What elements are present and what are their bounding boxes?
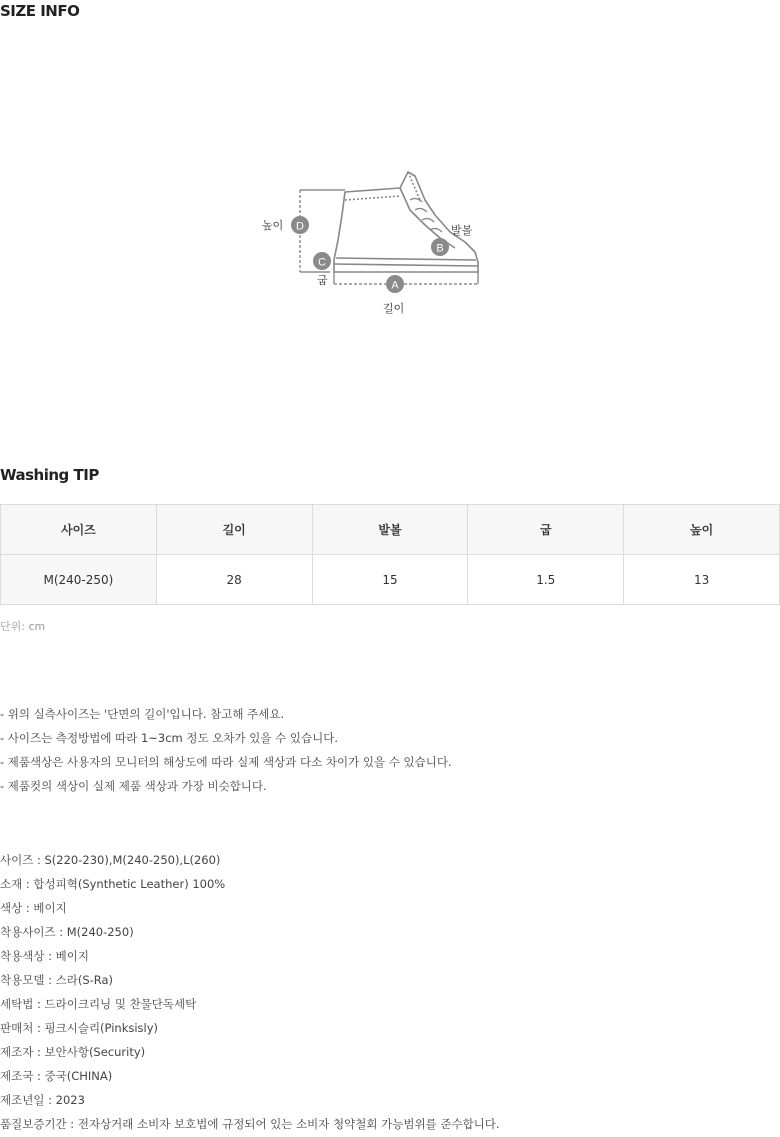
cell-heel: 1.5 — [468, 555, 624, 605]
washing-tip-title: Washing TIP — [0, 466, 99, 484]
spec-item: 제조자 : 보안사항(Security) — [0, 1045, 146, 1059]
table-header-row — [1, 505, 780, 555]
height-label: 높이 — [262, 219, 284, 232]
cell-length: 28 — [156, 555, 312, 605]
length-guide — [334, 272, 478, 284]
spec-item: 소재 : 합성피혁(Synthetic Leather) 100% — [0, 877, 226, 891]
spec-item: 색상 : 베이지 — [0, 901, 67, 915]
cell-ball: 15 — [312, 555, 468, 605]
cell-size: M(240-250) — [1, 555, 157, 605]
header-heel: 굽 — [468, 505, 624, 555]
spec-item: 착용모델 : 스라(S-Ra) — [0, 973, 114, 987]
spec-item: 세탁법 : 드라이크리닝 및 찬물단독세탁 — [0, 997, 197, 1011]
spec-item: 제조국 : 중국(CHINA) — [0, 1069, 113, 1083]
header-size: 사이즈 — [1, 505, 157, 555]
note-item: - 위의 실측사이즈는 '단면의 길이'입니다. 참고해 주세요. — [0, 707, 285, 721]
marker-a-letter: A — [391, 279, 399, 292]
note-item: - 사이즈는 측정방법에 따라 1~3cm 정도 오차가 있을 수 있습니다. — [0, 731, 339, 745]
spec-item: 제조년일 : 2023 — [0, 1093, 85, 1107]
note-item: - 제품색상은 사용자의 모니터의 해상도에 따라 실제 색상과 다소 차이가 있을 수 있습니다. — [0, 755, 452, 769]
marker-b — [431, 238, 449, 256]
header-height: 높이 — [624, 505, 780, 555]
cell-height: 13 — [624, 555, 780, 605]
spec-item: 품질보증기간 : 전자상거래 소비자 보호법에 규정되어 있는 소비자 청약철회 가능범위를 준수합니다. — [0, 1117, 500, 1131]
marker-a — [386, 275, 404, 293]
spec-item: 착용사이즈 : M(240-250) — [0, 925, 134, 939]
marker-b-letter: B — [436, 242, 444, 255]
marker-c-letter: C — [318, 256, 326, 269]
spec-item: 판매처 : 핑크시슬리(Pinksisly) — [0, 1021, 159, 1035]
header-length: 길이 — [156, 505, 312, 555]
marker-d-letter: D — [296, 220, 304, 233]
product-specs — [0, 850, 500, 1137]
marker-d — [291, 216, 309, 234]
unit-note: 단위: cm — [0, 620, 46, 633]
header-ball: 발볼 — [312, 505, 468, 555]
note-item: - 제품컷의 색상이 실제 제품 색상과 가장 비슷합니다. — [0, 779, 267, 793]
ball-label: 발볼 — [451, 224, 473, 237]
shoe-illustration — [334, 172, 478, 272]
shoe-size-diagram — [250, 160, 500, 330]
table-row — [1, 555, 780, 605]
size-info-title: SIZE INFO — [0, 2, 80, 20]
size-notes — [0, 704, 452, 800]
size-table — [0, 504, 780, 605]
length-label: 길이 — [383, 302, 405, 315]
spec-item: 사이즈 : S(220-230),M(240-250),L(260) — [0, 853, 221, 867]
marker-c — [313, 252, 331, 270]
spec-item: 착용색상 : 베이지 — [0, 949, 89, 963]
heel-label: 굽 — [317, 274, 328, 287]
